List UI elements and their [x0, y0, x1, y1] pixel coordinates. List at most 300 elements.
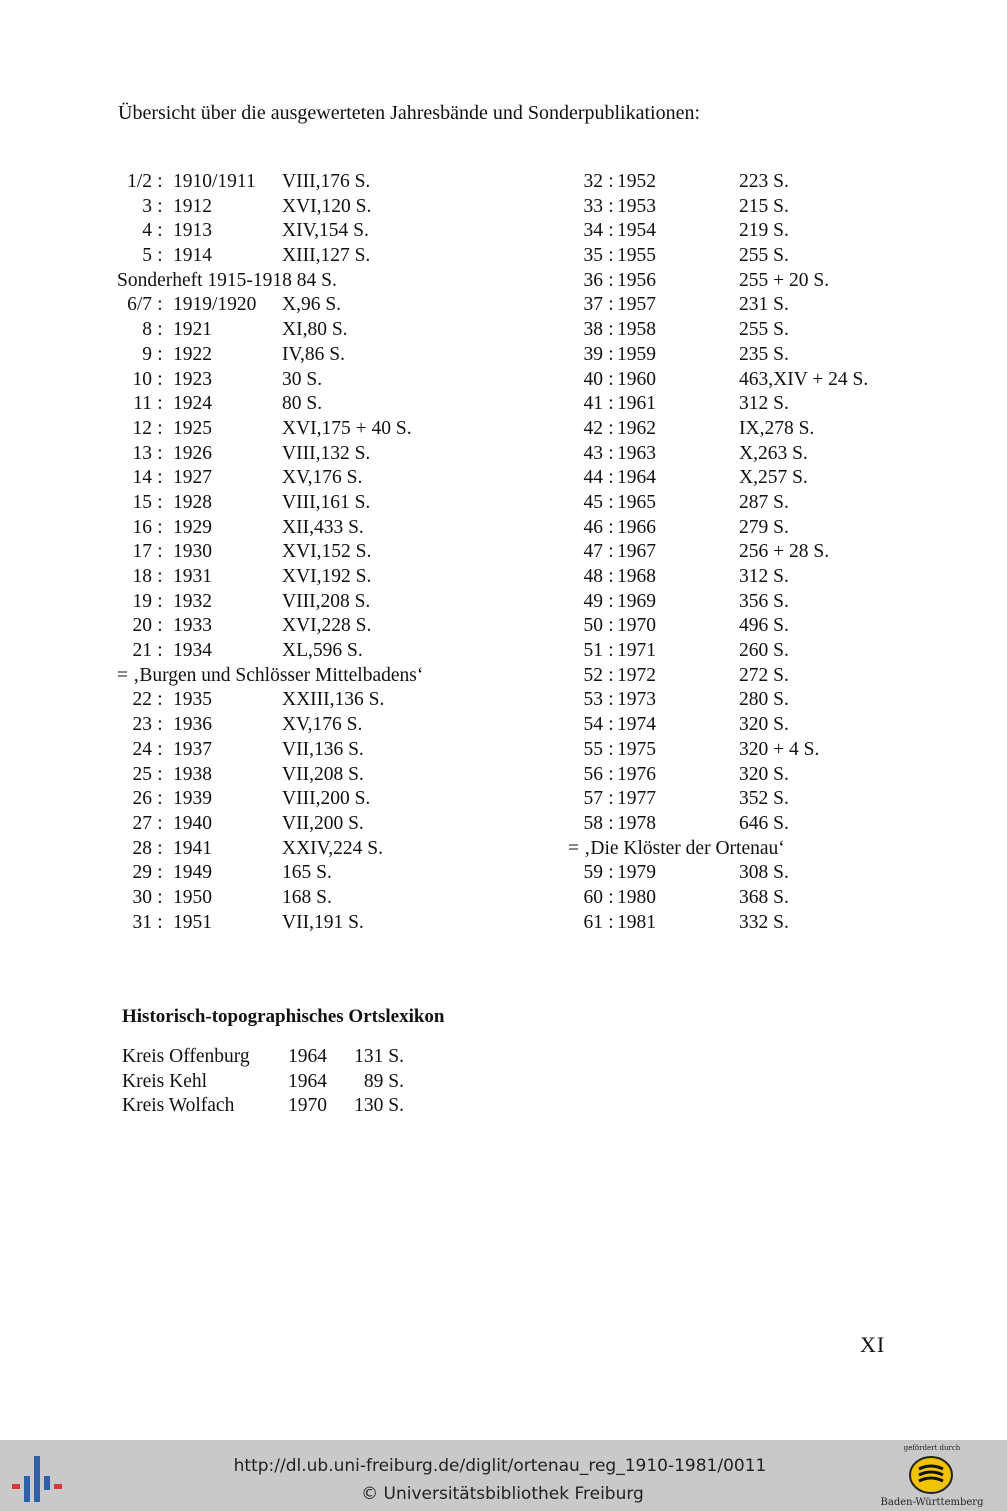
volume-pages: XVI,228 S. — [282, 615, 372, 637]
volume-year: 1959 — [617, 343, 656, 365]
volume-pages: XXIV,224 S. — [282, 837, 383, 859]
volume-number: 25 — [132, 763, 152, 785]
volume-year: 1967 — [617, 541, 656, 563]
volume-pages: 235 S. — [739, 343, 789, 365]
volume-row — [114, 837, 534, 862]
volume-row — [114, 417, 534, 442]
lexikon-pages: 130 S. — [354, 1095, 404, 1116]
volume-year: 1979 — [617, 862, 656, 884]
separator: : — [157, 319, 163, 341]
lexikon-list — [122, 1045, 442, 1119]
volume-pages: 231 S. — [739, 294, 789, 316]
volume-number: 27 — [132, 812, 152, 834]
separator: : — [608, 541, 614, 563]
volume-number: 30 — [132, 886, 152, 908]
volume-row — [114, 713, 534, 738]
volume-row — [565, 565, 965, 590]
separator: : — [157, 689, 163, 711]
volume-number: 53 — [583, 689, 603, 711]
volume-year: 1954 — [617, 220, 656, 242]
volume-year: 1933 — [173, 615, 212, 637]
volume-year: 1970 — [617, 615, 656, 637]
volume-pages: VII,191 S. — [282, 911, 364, 933]
volume-row — [565, 540, 965, 565]
volume-note: = ‚Burgen und Schlösser Mittelbadens‘ — [117, 664, 424, 686]
volume-year: 1936 — [173, 714, 212, 736]
volume-row — [565, 763, 965, 788]
separator: : — [157, 417, 163, 439]
footer-bar — [0, 1440, 1007, 1511]
volume-pages: XVI,152 S. — [282, 541, 372, 563]
volume-number: 4 — [142, 220, 152, 242]
separator: : — [157, 886, 163, 908]
volume-year: 1953 — [617, 195, 656, 217]
separator: : — [157, 171, 163, 192]
separator: : — [157, 911, 163, 933]
volume-list-left — [114, 170, 534, 935]
volume-number: 3 — [142, 195, 152, 217]
separator: : — [608, 516, 614, 538]
volume-row — [114, 664, 534, 689]
volume-pages: 320 S. — [739, 763, 789, 785]
volume-year: 1938 — [173, 763, 212, 785]
volume-year: 1939 — [173, 788, 212, 810]
separator: : — [608, 763, 614, 785]
volume-pages: 255 + 20 S. — [739, 269, 830, 291]
volume-row — [114, 392, 534, 417]
volume-row — [565, 195, 965, 220]
volume-pages: 223 S. — [739, 171, 789, 192]
page-heading: Übersicht über die ausgewerteten Jahresbände und Sonderpublikationen: — [118, 102, 701, 124]
volume-row — [114, 738, 534, 763]
volume-number: 35 — [583, 245, 603, 267]
page-number: XI — [860, 1332, 886, 1357]
separator: : — [608, 368, 614, 390]
volume-year: 1968 — [617, 566, 656, 587]
volume-year: 1973 — [617, 689, 656, 711]
separator: : — [608, 220, 614, 242]
separator: : — [608, 664, 614, 686]
lexikon-year: 1964 — [288, 1070, 327, 1092]
volume-number: 58 — [583, 812, 603, 834]
volume-year: 1965 — [617, 491, 656, 513]
separator: : — [157, 467, 163, 489]
volume-pages: VIII,132 S. — [282, 442, 371, 464]
volume-number: 10 — [132, 368, 152, 390]
volume-pages: 312 S. — [739, 393, 789, 415]
volume-number: 59 — [583, 862, 603, 884]
volume-row — [114, 565, 534, 590]
volume-pages: VIII,161 S. — [282, 491, 371, 513]
separator: : — [157, 640, 163, 662]
volume-row — [565, 516, 965, 541]
separator: : — [157, 245, 163, 267]
lexikon-year: 1970 — [288, 1095, 327, 1116]
volume-pages: 312 S. — [739, 566, 789, 587]
volume-row — [114, 195, 534, 220]
volume-year: 1930 — [173, 541, 212, 563]
lexikon-name: Kreis Offenburg — [122, 1046, 250, 1067]
volume-number: 31 — [132, 911, 152, 933]
volume-pages: XVI,192 S. — [282, 566, 372, 587]
volume-year: 1980 — [617, 886, 656, 908]
volume-pages: XL,596 S. — [282, 640, 363, 662]
separator: : — [608, 788, 614, 810]
volume-pages: 256 + 28 S. — [739, 541, 830, 563]
volume-row — [114, 812, 534, 837]
volume-number: 33 — [583, 195, 603, 217]
lexikon-row — [122, 1094, 442, 1119]
volume-number: 28 — [132, 837, 152, 859]
volume-number: 12 — [132, 417, 152, 439]
separator: : — [608, 812, 614, 834]
separator: : — [157, 442, 163, 464]
volume-row — [114, 293, 534, 318]
volume-number: 8 — [142, 319, 152, 341]
volume-row — [114, 763, 534, 788]
volume-row — [565, 368, 965, 393]
volume-row — [565, 244, 965, 269]
separator: : — [608, 738, 614, 760]
volume-year: 1925 — [173, 417, 212, 439]
volume-year: 1972 — [617, 664, 656, 686]
volume-number: 20 — [132, 615, 152, 637]
volume-number: 41 — [583, 393, 603, 415]
volume-row — [565, 911, 965, 936]
volume-number: 38 — [583, 319, 603, 341]
separator: : — [608, 195, 614, 217]
volume-year: 1912 — [173, 195, 212, 217]
volume-number: 9 — [142, 343, 152, 365]
volume-year: 1923 — [173, 368, 212, 390]
separator: : — [608, 393, 614, 415]
separator: : — [608, 689, 614, 711]
volume-pages: 496 S. — [739, 615, 789, 637]
volume-row — [114, 269, 534, 294]
sponsor-badge — [872, 1444, 992, 1510]
volume-year: 1966 — [617, 516, 656, 538]
volume-row — [114, 688, 534, 713]
volume-row — [114, 614, 534, 639]
volume-pages: 168 S. — [282, 886, 332, 908]
separator: : — [157, 541, 163, 563]
volume-pages: 80 S. — [282, 393, 323, 415]
volume-pages: IX,278 S. — [739, 417, 815, 439]
volume-number: 17 — [132, 541, 152, 563]
separator: : — [608, 343, 614, 365]
volume-year: 1932 — [173, 590, 212, 612]
volume-row — [565, 688, 965, 713]
volume-number: 14 — [132, 467, 152, 489]
volume-row — [114, 516, 534, 541]
volume-row — [114, 219, 534, 244]
volume-number: 13 — [132, 442, 152, 464]
volume-row — [565, 491, 965, 516]
volume-pages: 30 S. — [282, 368, 323, 390]
volume-pages: 219 S. — [739, 220, 789, 242]
volume-number: 61 — [583, 911, 603, 933]
volume-year: 1962 — [617, 417, 656, 439]
volume-pages: 165 S. — [282, 862, 332, 884]
volume-number: 15 — [132, 491, 152, 513]
volume-pages: 646 S. — [739, 812, 789, 834]
volume-row — [114, 244, 534, 269]
volume-year: 1934 — [173, 640, 212, 662]
volume-row — [565, 861, 965, 886]
volume-number: 21 — [132, 640, 152, 662]
volume-number: 39 — [583, 343, 603, 365]
volume-row — [114, 911, 534, 936]
volume-number: 29 — [132, 862, 152, 884]
volume-pages: XV,176 S. — [282, 714, 363, 736]
separator: : — [608, 911, 614, 933]
footer-url-link[interactable]: http://dl.ub.uni-freiburg.de/diglit/ortenau_reg_1910-1981/0011 — [233, 1456, 767, 1476]
volume-row — [565, 442, 965, 467]
volume-year: 1941 — [173, 837, 212, 859]
volume-row — [565, 713, 965, 738]
separator: : — [608, 886, 614, 908]
volume-row — [565, 392, 965, 417]
volume-year: 1921 — [173, 319, 212, 341]
volume-year: 1955 — [617, 245, 656, 267]
volume-year: 1913 — [173, 220, 212, 242]
separator: : — [157, 343, 163, 365]
volume-pages: VIII,208 S. — [282, 590, 371, 612]
volume-row — [565, 219, 965, 244]
volume-pages: XV,176 S. — [282, 467, 363, 489]
volume-pages: XII,433 S. — [282, 516, 364, 538]
lexikon-name: Kreis Wolfach — [122, 1095, 235, 1116]
volume-year: 1975 — [617, 738, 656, 760]
volume-number: 50 — [583, 615, 603, 637]
volume-pages: XVI,175 + 40 S. — [282, 417, 412, 439]
volume-number: 46 — [583, 516, 603, 538]
volume-row — [114, 590, 534, 615]
separator: : — [157, 812, 163, 834]
volume-row — [565, 837, 965, 862]
volume-year: 1981 — [617, 911, 656, 933]
volume-year: 1935 — [173, 689, 212, 711]
volume-year: 1931 — [173, 566, 212, 587]
volume-number: 56 — [583, 763, 603, 785]
volume-pages: 287 S. — [739, 491, 789, 513]
volume-number: 49 — [583, 590, 603, 612]
volume-number: 55 — [583, 738, 603, 760]
volume-pages: XXIII,136 S. — [282, 689, 385, 711]
volume-pages: 308 S. — [739, 862, 789, 884]
volume-number: 45 — [583, 491, 603, 513]
state-seal-icon — [909, 1455, 953, 1495]
lexikon-year: 1964 — [288, 1046, 327, 1067]
separator: : — [608, 269, 614, 291]
separator: : — [157, 195, 163, 217]
volume-row — [565, 812, 965, 837]
volume-row — [114, 368, 534, 393]
volume-year: 1952 — [617, 171, 656, 192]
volume-year: 1951 — [173, 911, 212, 933]
volume-number: 32 — [583, 171, 603, 192]
volume-pages: XI,80 S. — [282, 319, 348, 341]
volume-year: 1964 — [617, 467, 656, 489]
volume-year: 1924 — [173, 393, 212, 415]
volume-number: 43 — [583, 442, 603, 464]
volume-pages: 279 S. — [739, 516, 789, 538]
separator: : — [157, 491, 163, 513]
volume-number: 5 — [142, 245, 152, 267]
volume-year: 1958 — [617, 319, 656, 341]
separator: : — [157, 788, 163, 810]
volume-year: 1919/1920 — [173, 294, 257, 316]
volume-note: = ‚Die Klöster der Ortenau‘ — [568, 837, 785, 859]
volume-number: 6/7 — [127, 294, 152, 316]
volume-pages: 260 S. — [739, 640, 789, 662]
volume-pages: 463,XIV + 24 S. — [739, 368, 869, 390]
volume-number: 47 — [583, 541, 603, 563]
volume-row — [114, 170, 534, 195]
volume-number: 57 — [583, 788, 603, 810]
volume-number: 60 — [583, 886, 603, 908]
volume-year: 1910/1911 — [173, 171, 256, 192]
volume-number: 18 — [132, 566, 152, 587]
lexikon-row — [122, 1070, 442, 1095]
volume-pages: 255 S. — [739, 319, 789, 341]
separator: : — [157, 516, 163, 538]
volume-row — [565, 269, 965, 294]
volume-row — [565, 639, 965, 664]
volume-year: 1940 — [173, 812, 212, 834]
volume-pages: 332 S. — [739, 911, 789, 933]
volume-number: 24 — [132, 738, 152, 760]
separator: : — [608, 171, 614, 192]
volume-number: 11 — [133, 393, 152, 415]
separator: : — [608, 491, 614, 513]
lexikon-pages: 131 S. — [354, 1046, 404, 1067]
volume-row — [114, 466, 534, 491]
volume-row — [565, 787, 965, 812]
separator: : — [157, 294, 163, 316]
volume-year: 1977 — [617, 788, 656, 810]
volume-year: 1969 — [617, 590, 656, 612]
volume-number: 1/2 — [127, 171, 152, 192]
lexikon-pages: 89 S. — [363, 1070, 404, 1092]
volume-row — [565, 293, 965, 318]
footer-copyright: © Universitätsbibliothek Freiburg — [361, 1484, 644, 1504]
volume-row — [114, 442, 534, 467]
volume-pages: 272 S. — [739, 664, 789, 686]
separator: : — [608, 417, 614, 439]
volume-number: 54 — [583, 714, 603, 736]
volume-year: 1978 — [617, 812, 656, 834]
volume-pages: 320 + 4 S. — [739, 738, 820, 760]
separator: : — [608, 714, 614, 736]
volume-row — [565, 664, 965, 689]
volume-row — [114, 787, 534, 812]
volume-pages: 368 S. — [739, 886, 789, 908]
volume-pages: X,263 S. — [739, 442, 808, 464]
separator: : — [608, 467, 614, 489]
volume-number: 37 — [583, 294, 603, 316]
volume-year: 1914 — [173, 245, 212, 267]
volume-year: 1957 — [617, 294, 656, 316]
lexikon-title: Historisch-topographisches Ortslexikon — [122, 1006, 445, 1027]
volume-number: 22 — [132, 689, 152, 711]
volume-row — [565, 343, 965, 368]
separator: : — [157, 368, 163, 390]
volume-number: 44 — [583, 467, 603, 489]
volume-row — [565, 466, 965, 491]
volume-year: 1922 — [173, 343, 212, 365]
separator: : — [608, 862, 614, 884]
volume-pages: VII,136 S. — [282, 738, 364, 760]
separator: : — [157, 393, 163, 415]
volume-year: 1949 — [173, 862, 212, 884]
separator: : — [157, 590, 163, 612]
volume-number: 51 — [583, 640, 603, 662]
volume-pages: XIV,154 S. — [282, 220, 369, 242]
volume-year: 1927 — [173, 467, 212, 489]
volume-pages: 280 S. — [739, 689, 789, 711]
volume-row — [565, 614, 965, 639]
volume-row — [565, 886, 965, 911]
volume-number: 36 — [583, 269, 603, 291]
volume-row — [114, 343, 534, 368]
volume-number: 52 — [583, 664, 603, 686]
separator: : — [608, 442, 614, 464]
volume-year: 1950 — [173, 886, 212, 908]
volume-year: 1928 — [173, 491, 212, 513]
separator: : — [608, 294, 614, 316]
volume-pages: X,96 S. — [282, 294, 342, 316]
volume-year: 1937 — [173, 738, 212, 760]
separator: : — [608, 590, 614, 612]
volume-note: Sonderheft 1915-1918 84 S. — [117, 269, 337, 291]
volume-year: 1960 — [617, 368, 656, 390]
separator: : — [157, 763, 163, 785]
volume-pages: VIII,200 S. — [282, 788, 371, 810]
volume-number: 19 — [132, 590, 152, 612]
volume-pages: VII,200 S. — [282, 812, 364, 834]
volume-pages: VIII,176 S. — [282, 171, 371, 192]
volume-row — [565, 738, 965, 763]
volume-row — [114, 318, 534, 343]
separator: : — [608, 640, 614, 662]
volume-number: 23 — [132, 714, 152, 736]
volume-year: 1929 — [173, 516, 212, 538]
volume-row — [114, 886, 534, 911]
separator: : — [157, 738, 163, 760]
volume-year: 1974 — [617, 714, 656, 736]
volume-number: 34 — [583, 220, 603, 242]
volume-list-right — [565, 170, 965, 935]
volume-pages: 320 S. — [739, 714, 789, 736]
volume-row — [114, 861, 534, 886]
volume-year: 1976 — [617, 763, 656, 785]
volume-pages: 356 S. — [739, 590, 789, 612]
volume-row — [114, 491, 534, 516]
volume-row — [565, 417, 965, 442]
volume-row — [565, 318, 965, 343]
volume-pages: XIII,127 S. — [282, 245, 371, 267]
volume-number: 48 — [583, 566, 603, 587]
volume-number: 26 — [132, 788, 152, 810]
volume-row — [565, 590, 965, 615]
volume-number: 40 — [583, 368, 603, 390]
separator: : — [157, 220, 163, 242]
volume-year: 1926 — [173, 442, 212, 464]
volume-row — [114, 540, 534, 565]
volume-row — [114, 639, 534, 664]
separator: : — [608, 319, 614, 341]
